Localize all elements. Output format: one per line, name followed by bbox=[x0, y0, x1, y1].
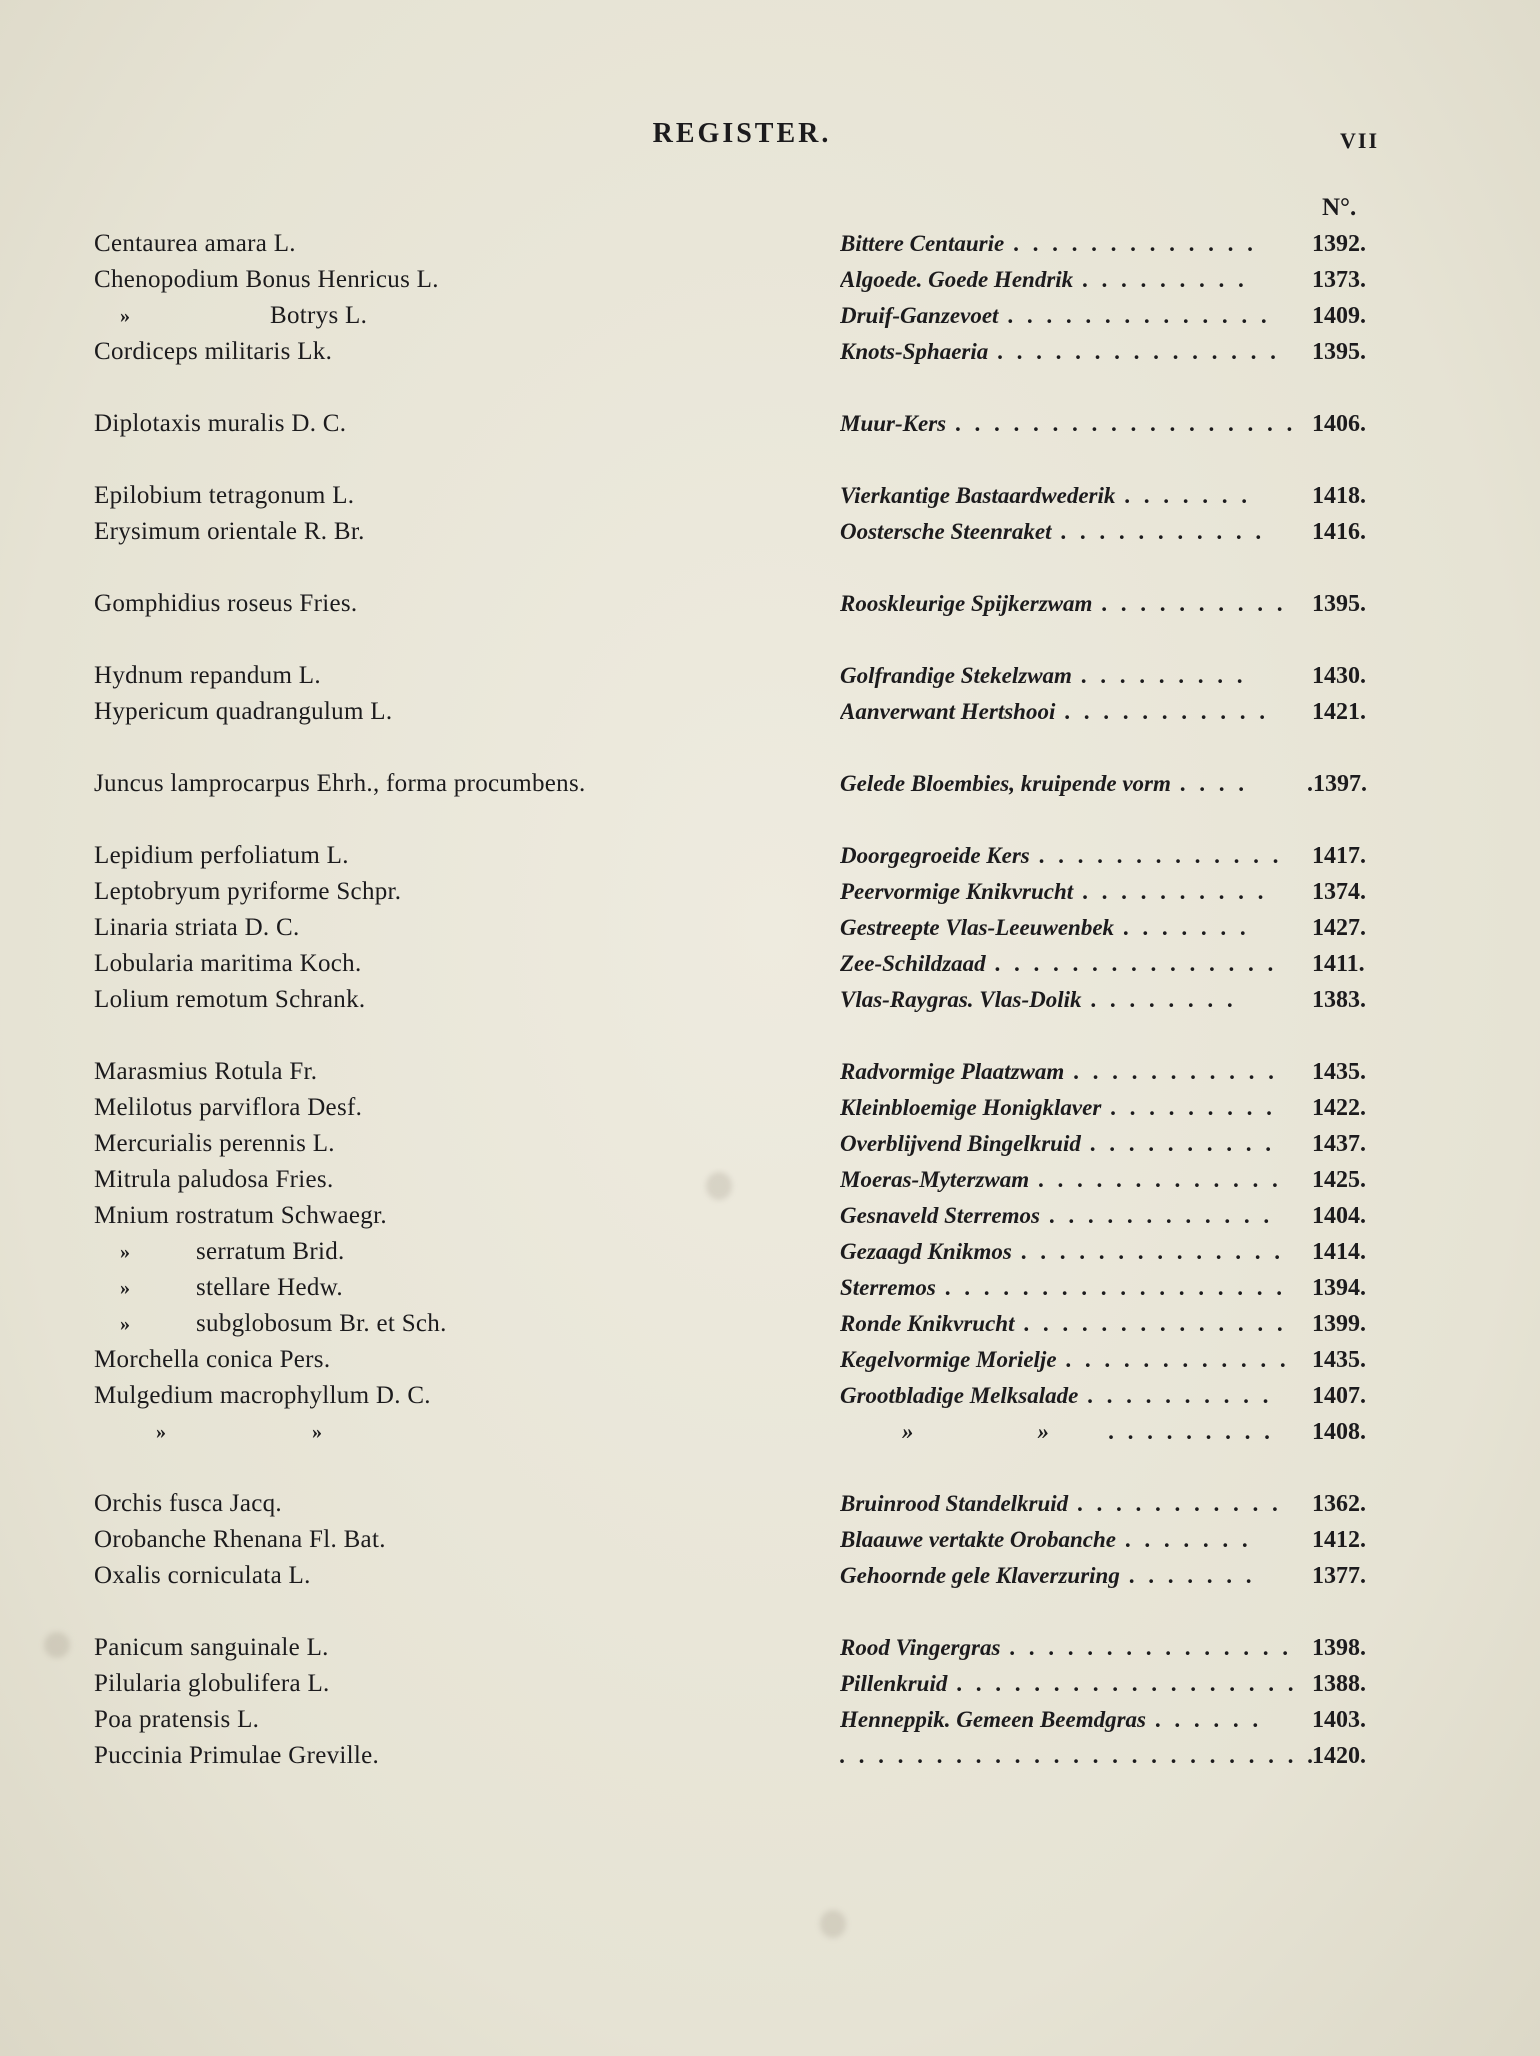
row-spacer bbox=[0, 730, 1540, 766]
register-entry bbox=[0, 658, 1540, 694]
entry-number: 1394. bbox=[1312, 1275, 1366, 1301]
dutch-name-text: Kleinbloemige Honigklaver bbox=[840, 1095, 1102, 1120]
dutch-name bbox=[840, 766, 1380, 802]
paper-stain bbox=[44, 1632, 70, 1658]
scientific-name: Linaria striata D. C. bbox=[94, 914, 300, 941]
entry-number: 1417. bbox=[1312, 843, 1366, 869]
leader-dots: . . . . . . . bbox=[1119, 1563, 1257, 1588]
leader-dots: . . . . . . . . . . . . . . . . . . bbox=[946, 411, 1298, 436]
dutch-name bbox=[840, 298, 1380, 334]
scientific-name: Melilotus parviflora Desf. bbox=[94, 1094, 363, 1121]
scientific-name: serratum Brid. bbox=[196, 1238, 345, 1265]
leader-dots: . . . . . . . . . . . . . . . bbox=[985, 951, 1279, 976]
scientific-name: Lepidium perfoliatum L. bbox=[94, 842, 349, 869]
scientific-name: Juncus lamprocarpus Ehrh., forma procumbens. bbox=[94, 770, 586, 797]
dutch-name bbox=[840, 1270, 1380, 1306]
register-entry bbox=[0, 226, 1540, 262]
entry-number: 1437. bbox=[1312, 1131, 1366, 1157]
register-entry bbox=[0, 1378, 1540, 1414]
entry-number: 1388. bbox=[1312, 1671, 1366, 1697]
dutch-name bbox=[840, 1378, 1380, 1414]
entry-number: 1421. bbox=[1312, 699, 1366, 725]
register-entry bbox=[0, 478, 1540, 514]
entry-number: 1383. bbox=[1312, 987, 1366, 1013]
dutch-name bbox=[840, 946, 1380, 982]
entry-number: 1374. bbox=[1312, 879, 1366, 905]
paper-stain bbox=[706, 1172, 732, 1200]
dutch-name bbox=[840, 1198, 1380, 1234]
entry-number: 1373. bbox=[1312, 267, 1366, 293]
register-entry bbox=[0, 838, 1540, 874]
entry-number: 1435. bbox=[1312, 1347, 1366, 1373]
entry-number: 1395. bbox=[1312, 339, 1366, 365]
dutch-name-text: Rooskleurige Spijkerzwam bbox=[840, 591, 1093, 616]
leader-dots: . . . . . . . . . . . . . bbox=[1029, 1167, 1283, 1192]
row-spacer bbox=[0, 442, 1540, 478]
leader-dots: . . . . . . . . . . . bbox=[1068, 1491, 1283, 1516]
scientific-name: Orobanche Rhenana Fl. Bat. bbox=[94, 1526, 386, 1553]
register-entry bbox=[0, 910, 1540, 946]
scientific-name: Mitrula paludosa Fries. bbox=[94, 1166, 334, 1193]
dutch-name-text: Aanverwant Hertshooi bbox=[840, 699, 1056, 724]
scientific-name: Hydnum repandum L. bbox=[94, 662, 321, 689]
row-spacer bbox=[0, 1018, 1540, 1054]
leader-dots: . . . . . . . . . . . . . . . . . . bbox=[935, 1275, 1287, 1300]
dutch-name bbox=[840, 1486, 1380, 1522]
ditto-mark: » bbox=[120, 1313, 130, 1335]
dutch-name-text: Knots-Sphaeria bbox=[840, 339, 989, 364]
dutch-name bbox=[840, 1126, 1380, 1162]
row-spacer bbox=[0, 550, 1540, 586]
dutch-name bbox=[840, 586, 1380, 622]
entry-number: 1403. bbox=[1312, 1707, 1366, 1733]
entry-number: 1404. bbox=[1312, 1203, 1366, 1229]
register-entry bbox=[0, 334, 1540, 370]
scientific-name: Centaurea amara L. bbox=[94, 230, 296, 257]
scientific-name: Chenopodium Bonus Henricus L. bbox=[94, 266, 439, 293]
dutch-name-text: Oostersche Steenraket bbox=[840, 519, 1052, 544]
register-entry bbox=[0, 1738, 1540, 1774]
dutch-name bbox=[840, 838, 1380, 874]
ditto-mark: » bbox=[1037, 1419, 1049, 1444]
register-entry bbox=[0, 1342, 1540, 1378]
dutch-name-text: Vlas-Raygras. Vlas-Dolik bbox=[840, 987, 1082, 1012]
register-entries bbox=[0, 226, 1540, 1774]
dutch-name bbox=[840, 1630, 1380, 1666]
register-entry bbox=[0, 406, 1540, 442]
leader-dots: . . . . bbox=[1170, 771, 1249, 796]
leader-dots: . . . . . . . . . bbox=[1109, 1419, 1275, 1444]
scientific-name: Gomphidius roseus Fries. bbox=[94, 590, 358, 617]
dutch-name-text: Vierkantige Bastaardwederik bbox=[840, 483, 1116, 508]
scientific-name: Cordiceps militaris Lk. bbox=[94, 338, 333, 365]
leader-dots: . . . . . . . bbox=[1114, 915, 1251, 940]
leader-dots: . . . . . . . . . . . . . . bbox=[998, 303, 1272, 328]
dutch-name bbox=[840, 874, 1380, 910]
page-title: REGISTER. bbox=[652, 118, 832, 149]
dutch-name bbox=[840, 226, 1380, 262]
register-entry bbox=[0, 874, 1540, 910]
scientific-name: Lolium remotum Schrank. bbox=[94, 986, 366, 1013]
dutch-name bbox=[840, 1414, 1380, 1450]
scientific-name: Lobularia maritima Koch. bbox=[94, 950, 362, 977]
register-entry bbox=[0, 946, 1540, 982]
scientific-name: Orchis fusca Jacq. bbox=[94, 1490, 282, 1517]
scientific-name: Botrys L. bbox=[270, 302, 368, 329]
leader-dots: . . . . . . . bbox=[1116, 1527, 1253, 1552]
dutch-name bbox=[840, 406, 1380, 442]
dutch-name-text: Kegelvormige Morielje bbox=[840, 1347, 1057, 1372]
leader-dots: . . . . . . . . . . . . . bbox=[1004, 231, 1258, 256]
scientific-name: Morchella conica Pers. bbox=[94, 1346, 331, 1373]
register-entry bbox=[0, 1414, 1540, 1450]
leader-dots: . . . . . . . . . . bbox=[1092, 591, 1288, 616]
register-entry bbox=[0, 1666, 1540, 1702]
dutch-name bbox=[840, 1162, 1380, 1198]
scientific-name: Pilularia globulifera L. bbox=[94, 1670, 330, 1697]
scientific-name: Hypericum quadrangulum L. bbox=[94, 698, 393, 725]
leader-dots: . . . . . . . . . . . bbox=[1051, 519, 1266, 544]
dutch-name bbox=[840, 478, 1380, 514]
entry-number: 1399. bbox=[1312, 1311, 1366, 1337]
scientific-name: Mnium rostratum Schwaegr. bbox=[94, 1202, 387, 1229]
dutch-name bbox=[840, 1234, 1380, 1270]
entry-number: 1411. bbox=[1312, 951, 1365, 977]
ditto-mark: » bbox=[120, 1277, 130, 1299]
dutch-name-text: Moeras-Myterzwam bbox=[840, 1167, 1030, 1192]
leader-dots: . . . . . . . . . . . . . . bbox=[1014, 1311, 1288, 1336]
entry-number: 1362. bbox=[1312, 1491, 1366, 1517]
dutch-name bbox=[840, 514, 1380, 550]
row-spacer bbox=[0, 370, 1540, 406]
dutch-name-text: Druif-Ganzevoet bbox=[840, 303, 999, 328]
scientific-name: Oxalis corniculata L. bbox=[94, 1562, 311, 1589]
ditto-mark: » bbox=[312, 1421, 322, 1443]
dutch-name bbox=[840, 1666, 1380, 1702]
scientific-name: stellare Hedw. bbox=[196, 1274, 343, 1301]
leader-dots: . . . . . . . . . . . . . . . . . . . . . . . . . bbox=[840, 1743, 1318, 1768]
dutch-name bbox=[840, 1522, 1380, 1558]
leader-dots: . . . . . . . . . . . . . . . . . . bbox=[947, 1671, 1299, 1696]
leader-dots: . . . . . . bbox=[1146, 1707, 1263, 1732]
dutch-name bbox=[840, 1306, 1380, 1342]
dutch-name bbox=[840, 1054, 1380, 1090]
leader-dots: . . . . . . . . . . . . bbox=[1056, 1347, 1291, 1372]
row-spacer bbox=[0, 1450, 1540, 1486]
ditto-mark: » bbox=[156, 1421, 166, 1443]
dutch-name-text: Gezaagd Knikmos bbox=[840, 1239, 1012, 1264]
register-entry bbox=[0, 1126, 1540, 1162]
register-entry bbox=[0, 1306, 1540, 1342]
scientific-name: Erysimum orientale R. Br. bbox=[94, 518, 365, 545]
register-entry bbox=[0, 1198, 1540, 1234]
register-entry bbox=[0, 514, 1540, 550]
dutch-name bbox=[840, 1558, 1380, 1594]
ditto-mark: » bbox=[902, 1419, 914, 1444]
dutch-name-text: Radvormige Plaatzwam bbox=[840, 1059, 1065, 1084]
leader-dots: . . . . . . . . . . . bbox=[1055, 699, 1270, 724]
dutch-name-text: Rood Vingergras bbox=[840, 1635, 1001, 1660]
dutch-name bbox=[840, 910, 1380, 946]
entry-number: 1414. bbox=[1312, 1239, 1366, 1265]
entry-number: 1425. bbox=[1312, 1167, 1366, 1193]
dutch-name bbox=[840, 982, 1380, 1018]
register-entry bbox=[0, 1558, 1540, 1594]
scientific-name: Panicum sanguinale L. bbox=[94, 1634, 329, 1661]
scientific-name: subglobosum Br. et Sch. bbox=[196, 1310, 447, 1337]
entry-number: 1422. bbox=[1312, 1095, 1366, 1121]
register-entry bbox=[0, 694, 1540, 730]
dutch-name-text: Grootbladige Melksalade bbox=[840, 1383, 1079, 1408]
dutch-name-text: Peervormige Knikvrucht bbox=[840, 879, 1074, 904]
dutch-name-text: Zee-Schildzaad bbox=[840, 951, 986, 976]
entry-number: 1409. bbox=[1312, 303, 1366, 329]
ditto-mark: » bbox=[120, 1241, 130, 1263]
leader-dots: . . . . . . . . . . . . . . bbox=[1011, 1239, 1285, 1264]
entry-number: 1430. bbox=[1312, 663, 1366, 689]
register-entry bbox=[0, 262, 1540, 298]
dutch-name-text: Gestreepte Vlas-Leeuwenbek bbox=[840, 915, 1115, 940]
register-entry bbox=[0, 1054, 1540, 1090]
entry-number: 1416. bbox=[1312, 519, 1366, 545]
dutch-name bbox=[840, 1702, 1380, 1738]
dutch-name-text: Gesnaveld Sterremos bbox=[840, 1203, 1040, 1228]
scientific-name: Puccinia Primulae Greville. bbox=[94, 1742, 380, 1769]
register-entry bbox=[0, 1234, 1540, 1270]
dutch-name bbox=[840, 1090, 1380, 1126]
leader-dots: . . . . . . . . bbox=[1081, 987, 1238, 1012]
dutch-name-text: Henneppik. Gemeen Beemdgras bbox=[840, 1707, 1146, 1732]
scientific-name: Marasmius Rotula Fr. bbox=[94, 1058, 318, 1085]
entry-number: .1397. bbox=[1307, 771, 1367, 797]
register-entry bbox=[0, 586, 1540, 622]
dutch-name-text: Bruinrood Standelkruid bbox=[840, 1491, 1069, 1516]
leader-dots: . . . . . . . . . bbox=[1101, 1095, 1277, 1120]
dutch-name bbox=[840, 658, 1380, 694]
entry-number: 1412. bbox=[1312, 1527, 1366, 1553]
leader-dots: . . . . . . . . . bbox=[1071, 663, 1248, 688]
dutch-name bbox=[840, 694, 1380, 730]
entry-number: 1395. bbox=[1312, 591, 1366, 617]
leader-dots: . . . . . . . . . . bbox=[1078, 1383, 1274, 1408]
leader-dots: . . . . . . . bbox=[1115, 483, 1252, 508]
entry-number: 1377. bbox=[1312, 1563, 1366, 1589]
entry-number: 1420. bbox=[1312, 1743, 1366, 1769]
entry-number: 1408. bbox=[1312, 1419, 1366, 1445]
leader-dots: . . . . . . . . . . bbox=[1073, 879, 1269, 904]
dutch-name-text: Doorgegroeide Kers bbox=[840, 843, 1030, 868]
scientific-name: Epilobium tetragonum L. bbox=[94, 482, 355, 509]
scientific-name: Mercurialis perennis L. bbox=[94, 1130, 335, 1157]
register-entry bbox=[0, 1090, 1540, 1126]
leader-dots: . . . . . . . . . . . bbox=[1064, 1059, 1279, 1084]
number-column-label: N°. bbox=[1322, 194, 1357, 221]
dutch-name bbox=[840, 334, 1380, 370]
scientific-name: Mulgedium macrophyllum D. C. bbox=[94, 1382, 431, 1409]
dutch-name bbox=[840, 1342, 1380, 1378]
leader-dots: . . . . . . . . . . bbox=[1080, 1131, 1276, 1156]
register-entry bbox=[0, 1522, 1540, 1558]
ditto-mark: » bbox=[120, 305, 130, 327]
dutch-name-text: Ronde Knikvrucht bbox=[840, 1311, 1015, 1336]
leader-dots: . . . . . . . . . . . . . . . bbox=[988, 339, 1281, 364]
row-spacer bbox=[0, 622, 1540, 658]
register-entry bbox=[0, 1486, 1540, 1522]
entry-number: 1407. bbox=[1312, 1383, 1366, 1409]
dutch-name-text: Overblijvend Bingelkruid bbox=[840, 1131, 1081, 1156]
paper-stain bbox=[820, 1910, 846, 1938]
register-entry bbox=[0, 766, 1540, 802]
dutch-name bbox=[840, 1738, 1380, 1774]
register-entry bbox=[0, 1270, 1540, 1306]
row-spacer bbox=[0, 1594, 1540, 1630]
entry-number: 1435. bbox=[1312, 1059, 1366, 1085]
register-entry bbox=[0, 1162, 1540, 1198]
dutch-name-text: Blaauwe vertakte Orobanche bbox=[840, 1527, 1116, 1552]
dutch-name-text: Muur-Kers bbox=[840, 411, 947, 436]
entry-number: 1427. bbox=[1312, 915, 1366, 941]
entry-number: 1406. bbox=[1312, 411, 1366, 437]
dutch-name bbox=[840, 262, 1380, 298]
leader-dots: . . . . . . . . . . . . . . . bbox=[1000, 1635, 1293, 1660]
leader-dots: . . . . . . . . . . . . . bbox=[1029, 843, 1284, 868]
dutch-name-text: Gehoornde gele Klaverzuring bbox=[840, 1563, 1120, 1588]
dutch-name-text: Algoede. Goede Hendrik bbox=[840, 267, 1074, 292]
scientific-name: Leptobryum pyriforme Schpr. bbox=[94, 878, 402, 905]
register-entry bbox=[0, 298, 1540, 334]
dutch-name-text: Sterremos bbox=[840, 1275, 936, 1300]
entry-number: 1392. bbox=[1312, 231, 1366, 257]
entry-number: 1418. bbox=[1312, 483, 1366, 509]
row-spacer bbox=[0, 802, 1540, 838]
scientific-name: Diplotaxis muralis D. C. bbox=[94, 410, 347, 437]
dutch-name-text: Bittere Centaurie bbox=[840, 231, 1005, 256]
register-entry bbox=[0, 982, 1540, 1018]
entry-number: 1398. bbox=[1312, 1635, 1366, 1661]
dutch-name-text: Pillenkruid bbox=[840, 1671, 948, 1696]
scientific-name: Poa pratensis L. bbox=[94, 1706, 260, 1733]
register-entry bbox=[0, 1630, 1540, 1666]
leader-dots: . . . . . . . . . bbox=[1073, 267, 1249, 292]
leader-dots: . . . . . . . . . . . . bbox=[1039, 1203, 1274, 1228]
page-number: VII bbox=[1340, 128, 1380, 153]
register-entry bbox=[0, 1702, 1540, 1738]
dutch-name-text: Golfrandige Stekelzwam bbox=[840, 663, 1072, 688]
dutch-name-text: Gelede Bloembies, kruipende vorm bbox=[840, 771, 1171, 796]
